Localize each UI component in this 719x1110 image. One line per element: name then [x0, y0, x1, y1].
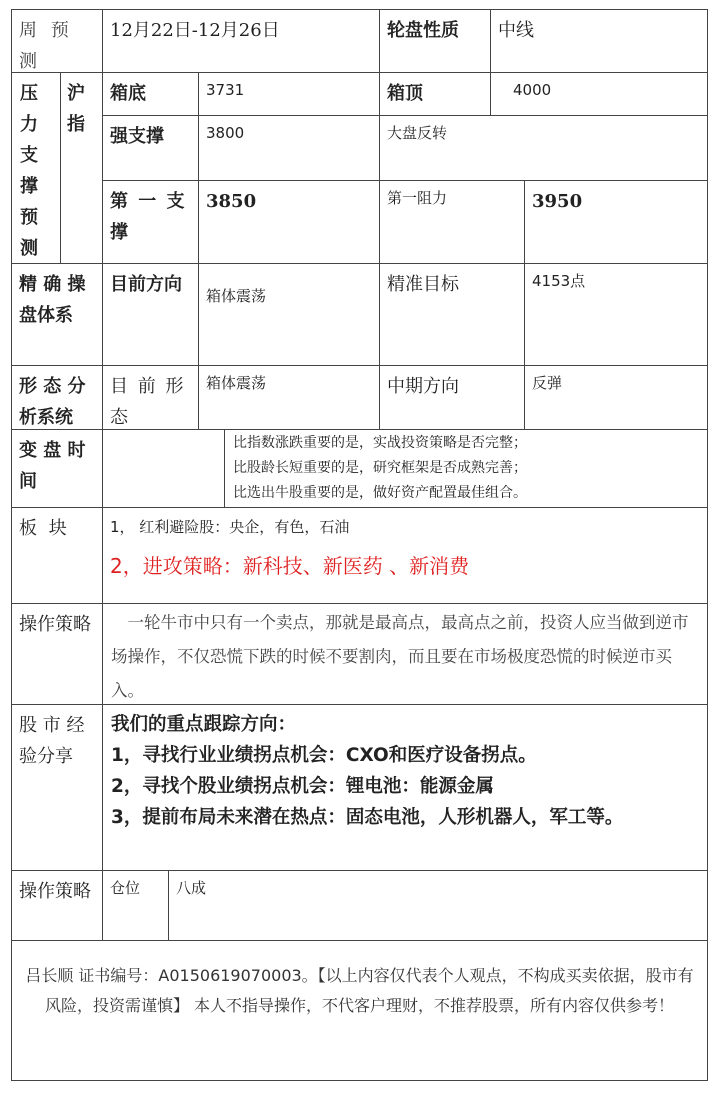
pressure-label: 压力支撑预测: [11, 72, 61, 264]
target-value: 4153点: [524, 263, 708, 366]
position-value: 八成: [168, 870, 708, 941]
pattern-current-label: 目 前 形态: [102, 365, 199, 430]
direction-label: 目前方向: [102, 263, 199, 366]
strategy-label: 操作策略: [11, 603, 103, 705]
box-bottom-label: 箱底: [102, 72, 199, 116]
position-key: 仓位: [102, 870, 169, 941]
first-resist-value: 3950: [524, 180, 708, 264]
sector-line-2: 2，进攻策略：新科技、新医药 、新消费: [110, 554, 470, 578]
first-resist-label: 第一阻力: [379, 180, 525, 264]
week-value: 12月22日-12月26日: [102, 9, 380, 73]
box-top-label: 箱顶: [379, 72, 491, 116]
strategy-text: 一轮牛市中只有一个卖点，那就是最高点，最高点之前，投资人应当做到逆市场操作，不仅恐慌下跌的时候不要割肉，而且要在市场极度恐慌的时候逆市买入。: [102, 603, 708, 705]
sector-line-1: 1， 红利避险股：央企，有色，石油: [110, 518, 350, 536]
strong-support-label: 强支撑: [102, 115, 199, 181]
reversal-note: 大盘反转: [379, 115, 708, 181]
index-label: 沪指: [60, 72, 103, 264]
precise-label: 精 确 操盘体系: [11, 263, 103, 366]
sector-label: 板 块: [11, 507, 103, 604]
mid-direction-label: 中期方向: [379, 365, 525, 430]
experience-line: 1，寻找行业业绩拐点机会：CXO和医疗设备拐点。: [111, 745, 537, 766]
position-label: 操作策略: [11, 870, 103, 941]
disclaimer: 吕长顺 证书编号：A0150619070003。【以上内容仅代表个人观点，不构成买卖依据，股市有风险，投资需谨慎】 本人不指导操作，不代客户理财，不推荐股票，所有内容仅供参考！: [11, 940, 708, 1081]
pattern-current-value: 箱体震荡: [198, 365, 380, 430]
target-label: 精准目标: [379, 263, 525, 366]
experience-line: 2，寻找个股业绩拐点机会：锂电池：能源金属: [111, 776, 494, 797]
change-line: 比选出牛股重要的是，做好资产配置最佳组合。: [233, 485, 527, 501]
week-label-top: 周 预 测: [19, 20, 73, 72]
strong-support-value: 3800: [198, 115, 380, 181]
experience-content: [102, 704, 708, 871]
change-notes: [224, 429, 708, 508]
experience-line: 我们的重点跟踪方向：: [111, 714, 297, 735]
experience-line: 3，提前布局未来潜在热点：固态电池，人形机器人，军工等。: [111, 807, 624, 828]
box-bottom-value: 3731: [198, 72, 380, 116]
pattern-label: 形 态 分析系统: [11, 365, 103, 430]
box-top-value: 4000: [490, 72, 708, 116]
nature-value: 中线: [490, 9, 708, 73]
sector-content: [102, 507, 708, 604]
mid-direction-value: 反弹: [524, 365, 708, 430]
nature-label: 轮盘性质: [379, 9, 491, 73]
week-label-cell: [11, 9, 103, 73]
experience-label: 股 市 经验分享: [11, 704, 103, 871]
change-line: 比指数涨跌重要的是，实战投资策略是否完整；: [233, 435, 527, 451]
direction-value: 箱体震荡: [198, 263, 380, 366]
change-blank: [102, 429, 225, 508]
first-support-value: 3850: [198, 180, 380, 264]
first-support-label: 第 一 支撑: [102, 180, 199, 264]
forecast-sheet: [11, 9, 708, 1081]
change-line: 比股龄长短重要的是，研究框架是否成熟完善；: [233, 460, 527, 476]
change-label: 变 盘 时间: [11, 429, 103, 508]
